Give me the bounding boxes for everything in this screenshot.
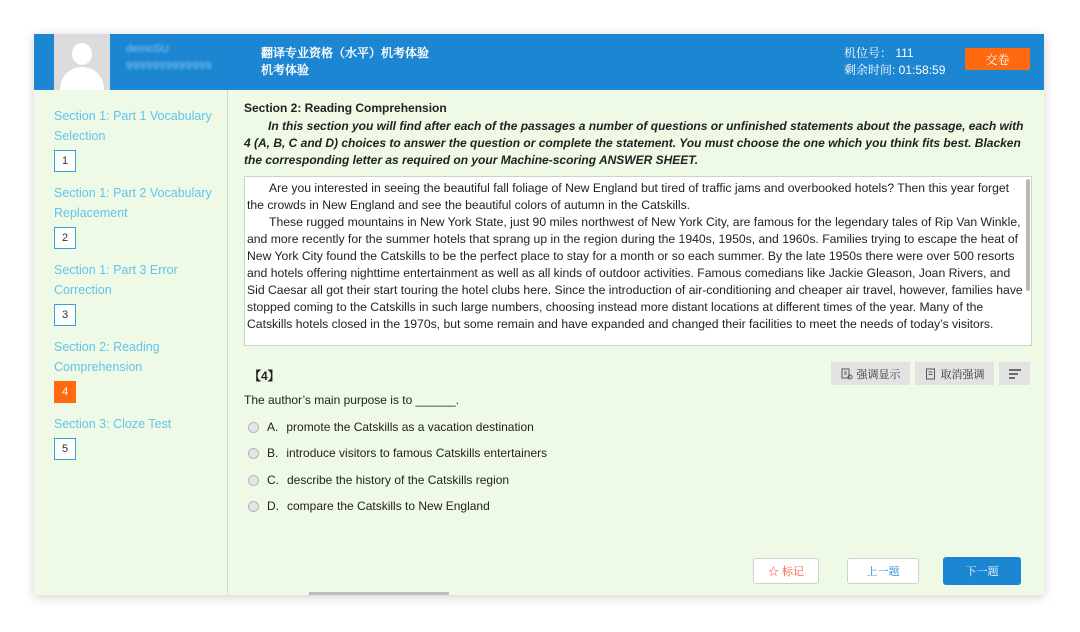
previous-question-button[interactable]: 上一题: [847, 558, 919, 584]
sidebar-section-3: [54, 260, 219, 326]
sidebar-section-title[interactable]: Section 1: Part 3 Error Correction: [54, 263, 178, 297]
header-bar: [34, 34, 1044, 90]
unhighlight-label: 取消强调: [940, 368, 985, 381]
sidebar-section-title[interactable]: Section 1: Part 1 Vocabulary Selection: [54, 109, 212, 143]
passage-paragraph: These rugged mountains in New York State, just 90 miles northwest of New York City, are famous for the legendary tales of Rip Van Winkle, and more recently for the summer hotels that sprang up in the region during the 1940s, 1950s, and 1960s. Families trying to escape the heat of New York City found the Catskills to be the perfect place to stay for a month or so each summer. By the late 1950s there were over 500 resorts and hotels offering nighttime entertainment as well as all kinds of outdoor activities. Famous comedians like Jackie Gleason, Joan Rivers, and Sid Caesar all got their start touring the hotel clubs here. Since the introduction of air-conditioning and cheaper air travel, however, families have stopped coming to the Catskills in such large numbers, choosing instead more distant locations at different times of the year. Many of the Catskills hotels closed in the 1970s, but some remain and have expanded and changed their facilities to meet the needs of today’s visitors.: [247, 215, 1023, 331]
seat-number: 111: [895, 46, 914, 60]
sidebar-question-button-4[interactable]: 4: [54, 381, 76, 403]
sidebar-question-button-5[interactable]: 5: [54, 438, 76, 460]
bottom-divider: [309, 592, 449, 595]
avatar: [54, 34, 110, 90]
option-a[interactable]: [248, 420, 534, 434]
sidebar-section-5: [54, 414, 219, 460]
submit-exam-button[interactable]: 交卷: [965, 48, 1030, 70]
time-remaining: 01:58:59: [898, 63, 946, 77]
passage-paragraph: Are you interested in seeing the beautiful fall foliage of New England but tired of traffic jams and overbooked hotels? Then this year forget the crowds in New England and see the beautiful colors of autumn in the Catskills.: [247, 181, 1010, 212]
unhighlight-icon: [925, 368, 937, 380]
time-remaining-info: [844, 61, 945, 78]
avatar-head-icon: [72, 43, 92, 65]
passage-panel[interactable]: [244, 176, 1032, 346]
option-letter: D.: [267, 499, 279, 513]
sidebar-section-title[interactable]: Section 3: Cloze Test: [54, 417, 172, 431]
highlight-button[interactable]: [831, 362, 910, 385]
seat-label: 机位号：: [844, 46, 893, 60]
option-d[interactable]: [248, 499, 490, 513]
sidebar-question-button-1[interactable]: 1: [54, 150, 76, 172]
section-sidebar: [34, 90, 228, 595]
avatar-body-icon: [60, 67, 104, 90]
option-text: introduce visitors to famous Catskills entertainers: [286, 446, 548, 460]
question-stem: The author’s main purpose is to ______.: [244, 393, 460, 407]
radio-a[interactable]: [248, 422, 259, 433]
question-number: 【4】: [249, 369, 280, 383]
time-label: 剩余时间:: [844, 63, 899, 77]
exam-title: 翻译专业资格（水平）机考体验: [261, 46, 430, 60]
exam-window: [34, 34, 1044, 595]
option-letter: C.: [267, 473, 279, 487]
option-text: compare the Catskills to New England: [287, 499, 490, 513]
sidebar-section-2: [54, 183, 219, 249]
seat-info: [844, 44, 914, 61]
sidebar-section-1: [54, 106, 219, 172]
highlight-label: 强调显示: [856, 368, 901, 381]
passage-text: [245, 177, 1029, 333]
radio-d[interactable]: [248, 501, 259, 512]
sidebar-question-button-3[interactable]: 3: [54, 304, 76, 326]
highlight-icon: [841, 368, 853, 380]
sidebar-question-button-2[interactable]: 2: [54, 227, 76, 249]
option-letter: B.: [267, 446, 279, 460]
sidebar-section-title[interactable]: Section 2: Reading Comprehension: [54, 340, 160, 374]
unhighlight-button[interactable]: [915, 362, 994, 385]
user-id: 9999999999999: [126, 60, 213, 72]
exam-subtitle: 机考体验: [261, 63, 310, 77]
option-c[interactable]: [248, 473, 509, 487]
radio-c[interactable]: [248, 475, 259, 486]
option-b[interactable]: [248, 446, 547, 460]
option-text: promote the Catskills as a vacation destination: [286, 420, 534, 434]
user-name: demoSU: [126, 43, 169, 55]
option-text: describe the history of the Catskills region: [287, 473, 510, 487]
section-instructions: In this section you will find after each of the passages a number of questions or unfinished statements about the passage, each with 4 (A, B, C and D) choices to answer the question or complete the statement. You must choose the one which you think fits best. Blacken the corresponding letter as required on your Machine-scoring ANSWER SHEET.: [244, 119, 1024, 167]
sidebar-section-4: [54, 337, 219, 403]
passage-scrollbar[interactable]: [1026, 179, 1030, 291]
radio-b[interactable]: [248, 448, 259, 459]
next-question-button[interactable]: 下一题: [943, 557, 1021, 585]
section-heading: Section 2: Reading Comprehension: [244, 101, 447, 115]
menu-button[interactable]: [999, 362, 1030, 385]
option-letter: A.: [267, 420, 279, 434]
mark-question-button[interactable]: ☆ 标记: [753, 558, 819, 584]
menu-lines-icon: [1008, 368, 1022, 380]
sidebar-section-title[interactable]: Section 1: Part 2 Vocabulary Replacement: [54, 186, 212, 220]
